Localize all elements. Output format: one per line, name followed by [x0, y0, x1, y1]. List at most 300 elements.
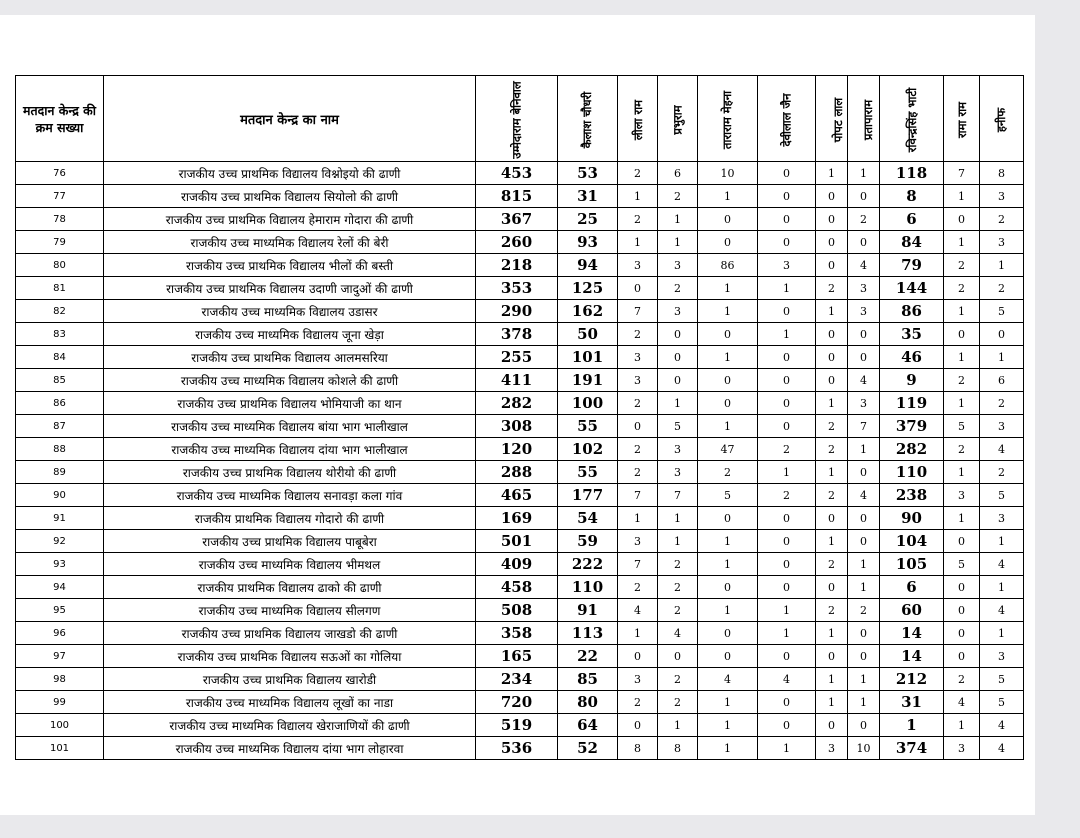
vote-count-cell: 7	[618, 553, 658, 576]
station-name-cell: राजकीय उच्च माध्यमिक विद्यालय बांया भाग भालीखाल	[104, 415, 476, 438]
station-name-cell: राजकीय उच्च माध्यमिक विद्यालय रेलों की बेरी	[104, 231, 476, 254]
vote-count-cell: 2	[618, 392, 658, 415]
vote-count-cell: 2	[980, 461, 1024, 484]
vote-count-cell: 1	[658, 231, 698, 254]
vote-count-cell: 0	[944, 208, 980, 231]
vote-count-cell: 0	[848, 645, 880, 668]
header-candidate: कैलाश चौधरी	[558, 76, 618, 162]
header-candidate: रामा राम	[944, 76, 980, 162]
vote-count-cell: 0	[758, 162, 816, 185]
vote-count-cell: 2	[758, 438, 816, 461]
serial-number-cell: 90	[16, 484, 104, 507]
vote-count-cell: 0	[658, 323, 698, 346]
table-row	[16, 599, 1024, 622]
table-row	[16, 254, 1024, 277]
serial-number-cell: 78	[16, 208, 104, 231]
header-candidate: पोपट लाल	[816, 76, 848, 162]
vote-count-cell: 0	[758, 185, 816, 208]
vote-count-cell: 2	[944, 254, 980, 277]
vote-count-cell: 25	[558, 208, 618, 231]
station-name-cell: राजकीय प्राथमिक विद्यालय ढाको की ढाणी	[104, 576, 476, 599]
vote-count-cell: 4	[980, 737, 1024, 760]
station-name-cell: राजकीय प्राथमिक विद्यालय गोदारो की ढाणी	[104, 507, 476, 530]
vote-count-cell: 2	[618, 691, 658, 714]
table-row	[16, 553, 1024, 576]
vote-count-cell: 288	[476, 461, 558, 484]
header-candidate: ताराराम मेहना	[698, 76, 758, 162]
table-row	[16, 461, 1024, 484]
vote-count-cell: 31	[558, 185, 618, 208]
station-name-cell: राजकीय उच्च प्राथमिक विद्यालय विश्नोइयो की ढाणी	[104, 162, 476, 185]
vote-count-cell: 125	[558, 277, 618, 300]
vote-count-cell: 0	[698, 208, 758, 231]
vote-count-cell: 64	[558, 714, 618, 737]
vote-count-cell: 1	[880, 714, 944, 737]
vote-count-cell: 79	[880, 254, 944, 277]
station-name-cell: राजकीय उच्च प्राथमिक विद्यालय भीलों की बस्ती	[104, 254, 476, 277]
vote-count-cell: 85	[558, 668, 618, 691]
serial-number-cell: 98	[16, 668, 104, 691]
vote-count-cell: 1	[618, 622, 658, 645]
vote-count-cell: 0	[658, 369, 698, 392]
vote-count-cell: 3	[758, 254, 816, 277]
vote-count-cell: 3	[980, 231, 1024, 254]
vote-count-cell: 1	[848, 438, 880, 461]
vote-count-cell: 7	[618, 300, 658, 323]
vote-count-cell: 2	[816, 599, 848, 622]
serial-number-cell: 89	[16, 461, 104, 484]
vote-count-cell: 0	[618, 415, 658, 438]
vote-count-cell: 2	[944, 438, 980, 461]
vote-count-cell: 0	[618, 277, 658, 300]
vote-count-cell: 3	[980, 415, 1024, 438]
vote-count-cell: 1	[816, 622, 848, 645]
vote-count-cell: 53	[558, 162, 618, 185]
vote-count-cell: 2	[658, 576, 698, 599]
table-row	[16, 507, 1024, 530]
station-name-cell: राजकीय उच्च माध्यमिक विद्यालय जूना खेड़ा	[104, 323, 476, 346]
vote-count-cell: 0	[944, 645, 980, 668]
vote-count-cell: 238	[880, 484, 944, 507]
vote-count-cell: 234	[476, 668, 558, 691]
vote-count-cell: 0	[816, 185, 848, 208]
station-name-cell: राजकीय उच्च प्राथमिक विद्यालय सऊओं का गोलिया	[104, 645, 476, 668]
vote-count-cell: 55	[558, 415, 618, 438]
vote-count-cell: 1	[618, 185, 658, 208]
station-name-cell: राजकीय उच्च माध्यमिक विद्यालय सीलगण	[104, 599, 476, 622]
station-name-cell: राजकीय उच्च प्राथमिक विद्यालय थोरीयो की ढाणी	[104, 461, 476, 484]
table-row	[16, 645, 1024, 668]
vote-count-cell: 0	[848, 346, 880, 369]
vote-count-cell: 4	[980, 553, 1024, 576]
document-page	[0, 15, 1035, 815]
vote-count-cell: 5	[658, 415, 698, 438]
vote-count-cell: 0	[758, 507, 816, 530]
vote-count-cell: 1	[848, 691, 880, 714]
table-row	[16, 231, 1024, 254]
vote-count-cell: 0	[848, 530, 880, 553]
vote-count-cell: 2	[658, 691, 698, 714]
vote-count-cell: 1	[658, 507, 698, 530]
vote-count-cell: 1	[848, 553, 880, 576]
vote-count-cell: 3	[816, 737, 848, 760]
table-row	[16, 438, 1024, 461]
vote-count-cell: 9	[880, 369, 944, 392]
vote-count-cell: 54	[558, 507, 618, 530]
vote-count-cell: 3	[980, 507, 1024, 530]
serial-number-cell: 85	[16, 369, 104, 392]
vote-count-cell: 411	[476, 369, 558, 392]
vote-count-cell: 105	[880, 553, 944, 576]
serial-number-cell: 97	[16, 645, 104, 668]
vote-count-cell: 519	[476, 714, 558, 737]
vote-count-cell: 0	[816, 369, 848, 392]
table-row	[16, 208, 1024, 231]
vote-count-cell: 144	[880, 277, 944, 300]
vote-count-cell: 0	[758, 208, 816, 231]
vote-count-cell: 60	[880, 599, 944, 622]
vote-count-cell: 2	[618, 162, 658, 185]
vote-count-cell: 113	[558, 622, 618, 645]
vote-count-cell: 7	[658, 484, 698, 507]
header-candidate: लीला राम	[618, 76, 658, 162]
station-name-cell: राजकीय उच्च माध्यमिक विद्यालय लूखों का नाडा	[104, 691, 476, 714]
vote-count-cell: 0	[848, 323, 880, 346]
vote-count-cell: 0	[698, 369, 758, 392]
station-name-cell: राजकीय उच्च माध्यमिक विद्यालय सनावड़ा कला गांव	[104, 484, 476, 507]
header-candidate: हनीफ	[980, 76, 1024, 162]
vote-count-cell: 1	[944, 300, 980, 323]
vote-count-cell: 720	[476, 691, 558, 714]
vote-count-cell: 3	[618, 254, 658, 277]
vote-count-cell: 0	[816, 323, 848, 346]
vote-count-cell: 212	[880, 668, 944, 691]
vote-count-cell: 0	[758, 231, 816, 254]
table-row	[16, 185, 1024, 208]
vote-count-cell: 5	[980, 668, 1024, 691]
vote-count-cell: 3	[848, 277, 880, 300]
vote-count-cell: 0	[758, 714, 816, 737]
station-name-cell: राजकीय उच्च प्राथमिक विद्यालय आलमसरिया	[104, 346, 476, 369]
vote-count-cell: 0	[848, 461, 880, 484]
vote-count-cell: 0	[698, 645, 758, 668]
vote-count-cell: 815	[476, 185, 558, 208]
vote-count-cell: 0	[758, 369, 816, 392]
vote-count-cell: 0	[944, 323, 980, 346]
header-candidate: रविन्द्रसिंह भाटी	[880, 76, 944, 162]
serial-number-cell: 93	[16, 553, 104, 576]
vote-count-cell: 2	[944, 369, 980, 392]
vote-count-cell: 118	[880, 162, 944, 185]
vote-count-cell: 0	[848, 507, 880, 530]
serial-number-cell: 96	[16, 622, 104, 645]
station-name-cell: राजकीय उच्च माध्यमिक विद्यालय उडासर	[104, 300, 476, 323]
vote-count-cell: 169	[476, 507, 558, 530]
vote-count-cell: 100	[558, 392, 618, 415]
vote-count-cell: 2	[848, 208, 880, 231]
vote-count-cell: 102	[558, 438, 618, 461]
vote-count-cell: 35	[880, 323, 944, 346]
vote-count-cell: 1	[758, 461, 816, 484]
station-name-cell: राजकीय उच्च माध्यमिक विद्यालय दांया भाग लोहारवा	[104, 737, 476, 760]
vote-count-cell: 0	[848, 185, 880, 208]
table-row	[16, 622, 1024, 645]
vote-count-cell: 3	[658, 438, 698, 461]
vote-count-cell: 1	[698, 346, 758, 369]
vote-count-cell: 59	[558, 530, 618, 553]
vote-count-cell: 5	[980, 484, 1024, 507]
vote-count-cell: 6	[880, 576, 944, 599]
vote-count-cell: 0	[758, 691, 816, 714]
table-row	[16, 346, 1024, 369]
vote-count-cell: 1	[698, 714, 758, 737]
vote-count-cell: 1	[698, 737, 758, 760]
station-name-cell: राजकीय उच्च माध्यमिक विद्यालय भीमथल	[104, 553, 476, 576]
vote-count-cell: 1	[658, 208, 698, 231]
vote-count-cell: 90	[880, 507, 944, 530]
vote-count-cell: 2	[980, 208, 1024, 231]
vote-count-cell: 5	[698, 484, 758, 507]
vote-count-cell: 93	[558, 231, 618, 254]
vote-count-cell: 0	[758, 530, 816, 553]
vote-count-cell: 2	[618, 461, 658, 484]
vote-count-cell: 308	[476, 415, 558, 438]
vote-count-cell: 4	[848, 369, 880, 392]
vote-count-cell: 50	[558, 323, 618, 346]
vote-count-cell: 0	[698, 576, 758, 599]
vote-count-cell: 2	[980, 392, 1024, 415]
station-name-cell: राजकीय उच्च प्राथमिक विद्यालय भोमियाजी का थान	[104, 392, 476, 415]
vote-count-cell: 0	[816, 714, 848, 737]
vote-count-cell: 1	[848, 576, 880, 599]
vote-count-cell: 6	[980, 369, 1024, 392]
vote-count-cell: 536	[476, 737, 558, 760]
vote-count-cell: 1	[980, 346, 1024, 369]
vote-count-cell: 453	[476, 162, 558, 185]
vote-count-cell: 409	[476, 553, 558, 576]
vote-count-cell: 0	[758, 392, 816, 415]
vote-count-cell: 0	[698, 622, 758, 645]
vote-count-cell: 282	[880, 438, 944, 461]
vote-count-cell: 0	[698, 323, 758, 346]
table-row	[16, 323, 1024, 346]
vote-count-cell: 4	[758, 668, 816, 691]
vote-count-cell: 191	[558, 369, 618, 392]
vote-count-cell: 4	[848, 254, 880, 277]
vote-count-cell: 0	[816, 507, 848, 530]
header-row	[16, 76, 1024, 162]
vote-count-cell: 2	[816, 553, 848, 576]
vote-count-cell: 4	[848, 484, 880, 507]
vote-count-cell: 3	[618, 369, 658, 392]
vote-count-cell: 1	[944, 507, 980, 530]
vote-count-cell: 0	[816, 645, 848, 668]
vote-count-cell: 222	[558, 553, 618, 576]
vote-count-cell: 1	[758, 599, 816, 622]
vote-count-cell: 3	[980, 645, 1024, 668]
vote-count-cell: 1	[758, 622, 816, 645]
results-body	[16, 162, 1024, 760]
serial-number-cell: 76	[16, 162, 104, 185]
vote-count-cell: 104	[880, 530, 944, 553]
vote-count-cell: 1	[816, 461, 848, 484]
vote-count-cell: 1	[980, 254, 1024, 277]
vote-count-cell: 6	[880, 208, 944, 231]
header-candidate: देवीलाल जैन	[758, 76, 816, 162]
vote-count-cell: 2	[658, 599, 698, 622]
table-row	[16, 530, 1024, 553]
header-candidate: उम्मेदाराम बेनिवाल	[476, 76, 558, 162]
vote-count-cell: 290	[476, 300, 558, 323]
vote-count-cell: 0	[848, 714, 880, 737]
vote-count-cell: 5	[980, 300, 1024, 323]
vote-count-cell: 6	[658, 162, 698, 185]
serial-number-cell: 91	[16, 507, 104, 530]
vote-count-cell: 255	[476, 346, 558, 369]
station-name-cell: राजकीय उच्च माध्यमिक विद्यालय कोशले की ढाणी	[104, 369, 476, 392]
vote-count-cell: 3	[658, 461, 698, 484]
vote-count-cell: 358	[476, 622, 558, 645]
vote-count-cell: 1	[758, 277, 816, 300]
station-name-cell: राजकीय उच्च माध्यमिक विद्यालय दांया भाग भालीखाल	[104, 438, 476, 461]
vote-count-cell: 1	[698, 691, 758, 714]
vote-count-cell: 0	[816, 254, 848, 277]
vote-count-cell: 10	[848, 737, 880, 760]
vote-count-cell: 0	[816, 576, 848, 599]
table-row	[16, 691, 1024, 714]
vote-count-cell: 1	[816, 162, 848, 185]
header-candidate: प्रभुराम	[658, 76, 698, 162]
serial-number-cell: 101	[16, 737, 104, 760]
serial-number-cell: 94	[16, 576, 104, 599]
vote-count-cell: 0	[758, 346, 816, 369]
serial-number-cell: 86	[16, 392, 104, 415]
vote-count-cell: 4	[944, 691, 980, 714]
serial-number-cell: 100	[16, 714, 104, 737]
vote-count-cell: 2	[658, 668, 698, 691]
vote-count-cell: 1	[618, 231, 658, 254]
vote-count-cell: 1	[944, 185, 980, 208]
vote-count-cell: 2	[758, 484, 816, 507]
vote-count-cell: 52	[558, 737, 618, 760]
results-table	[15, 75, 1024, 760]
station-name-cell: राजकीय उच्च प्राथमिक विद्यालय उदाणी जादुओं की ढाणी	[104, 277, 476, 300]
serial-number-cell: 92	[16, 530, 104, 553]
vote-count-cell: 1	[658, 392, 698, 415]
vote-count-cell: 31	[880, 691, 944, 714]
vote-count-cell: 0	[658, 346, 698, 369]
vote-count-cell: 80	[558, 691, 618, 714]
vote-count-cell: 282	[476, 392, 558, 415]
vote-count-cell: 1	[698, 599, 758, 622]
station-name-cell: राजकीय उच्च प्राथमिक विद्यालय पाबूबेरा	[104, 530, 476, 553]
vote-count-cell: 1	[816, 300, 848, 323]
vote-count-cell: 1	[944, 346, 980, 369]
vote-count-cell: 0	[848, 231, 880, 254]
table-row	[16, 714, 1024, 737]
table-row	[16, 300, 1024, 323]
vote-count-cell: 2	[944, 668, 980, 691]
vote-count-cell: 3	[618, 668, 658, 691]
vote-count-cell: 1	[848, 162, 880, 185]
serial-number-cell: 82	[16, 300, 104, 323]
vote-count-cell: 1	[944, 392, 980, 415]
vote-count-cell: 1	[944, 231, 980, 254]
vote-count-cell: 1	[698, 300, 758, 323]
table-row	[16, 392, 1024, 415]
vote-count-cell: 120	[476, 438, 558, 461]
vote-count-cell: 1	[980, 622, 1024, 645]
vote-count-cell: 2	[816, 277, 848, 300]
vote-count-cell: 7	[618, 484, 658, 507]
table-row	[16, 369, 1024, 392]
vote-count-cell: 3	[618, 346, 658, 369]
vote-count-cell: 162	[558, 300, 618, 323]
vote-count-cell: 0	[758, 645, 816, 668]
vote-count-cell: 218	[476, 254, 558, 277]
vote-count-cell: 2	[658, 277, 698, 300]
vote-count-cell: 4	[618, 599, 658, 622]
vote-count-cell: 1	[816, 530, 848, 553]
vote-count-cell: 1	[816, 691, 848, 714]
table-row	[16, 415, 1024, 438]
vote-count-cell: 3	[944, 737, 980, 760]
vote-count-cell: 260	[476, 231, 558, 254]
vote-count-cell: 367	[476, 208, 558, 231]
vote-count-cell: 0	[758, 576, 816, 599]
vote-count-cell: 0	[698, 231, 758, 254]
vote-count-cell: 1	[698, 185, 758, 208]
vote-count-cell: 1	[698, 415, 758, 438]
vote-count-cell: 3	[618, 530, 658, 553]
vote-count-cell: 4	[980, 714, 1024, 737]
vote-count-cell: 55	[558, 461, 618, 484]
vote-count-cell: 5	[944, 415, 980, 438]
vote-count-cell: 1	[758, 323, 816, 346]
vote-count-cell: 1	[698, 277, 758, 300]
vote-count-cell: 0	[816, 208, 848, 231]
vote-count-cell: 84	[880, 231, 944, 254]
serial-number-cell: 88	[16, 438, 104, 461]
vote-count-cell: 0	[980, 323, 1024, 346]
vote-count-cell: 86	[880, 300, 944, 323]
vote-count-cell: 508	[476, 599, 558, 622]
vote-count-cell: 0	[816, 231, 848, 254]
vote-count-cell: 1	[658, 530, 698, 553]
vote-count-cell: 3	[848, 300, 880, 323]
vote-count-cell: 1	[618, 507, 658, 530]
vote-count-cell: 0	[658, 645, 698, 668]
serial-number-cell: 95	[16, 599, 104, 622]
vote-count-cell: 2	[816, 484, 848, 507]
vote-count-cell: 8	[880, 185, 944, 208]
table-row	[16, 162, 1024, 185]
vote-count-cell: 2	[658, 553, 698, 576]
vote-count-cell: 0	[758, 300, 816, 323]
vote-count-cell: 1	[758, 737, 816, 760]
header-serial: मतदान केन्द्र की क्रम सख्या	[16, 76, 104, 162]
vote-count-cell: 3	[658, 300, 698, 323]
vote-count-cell: 2	[816, 415, 848, 438]
vote-count-cell: 110	[880, 461, 944, 484]
station-name-cell: राजकीय उच्च माध्यमिक विद्यालय खेराजाणियों की ढाणी	[104, 714, 476, 737]
vote-count-cell: 2	[944, 277, 980, 300]
vote-count-cell: 501	[476, 530, 558, 553]
vote-count-cell: 47	[698, 438, 758, 461]
vote-count-cell: 0	[848, 622, 880, 645]
vote-count-cell: 8	[658, 737, 698, 760]
vote-count-cell: 1	[980, 530, 1024, 553]
